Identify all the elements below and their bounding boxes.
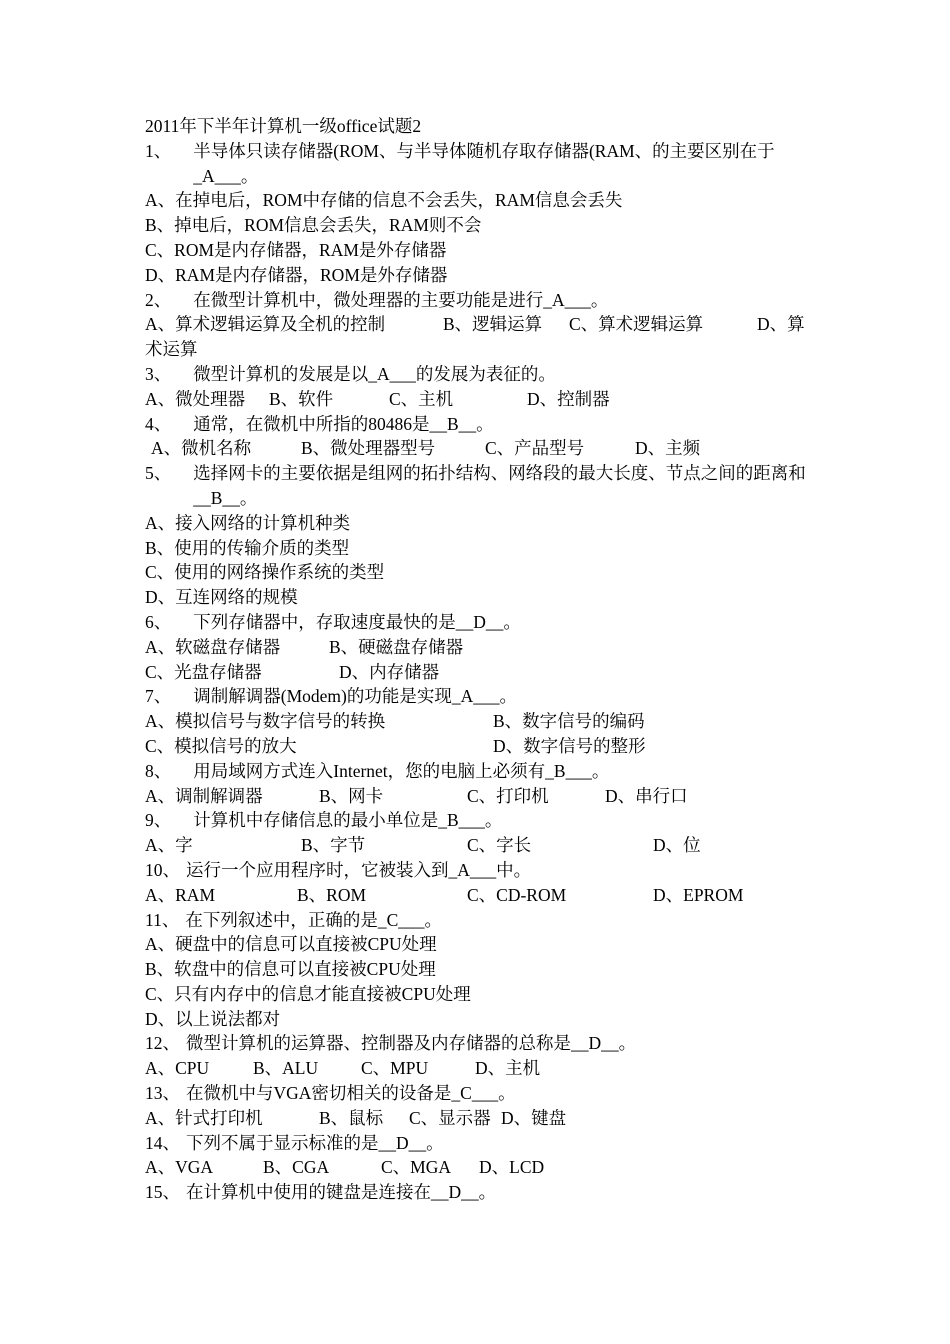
question-text: 在计算机中使用的键盘是连接在__D__。 <box>186 1182 497 1203</box>
question-text: 下列存储器中，存取速度最快的是__D__。 <box>193 611 521 632</box>
option-a: A、RAM <box>145 884 216 905</box>
option-c: C、打印机 <box>467 785 549 806</box>
option-c: C、模拟信号的放大 <box>145 735 297 756</box>
question-2 <box>145 288 815 313</box>
question-number: 15、 <box>145 1182 180 1203</box>
option-d: D、RAM是内存储器，ROM是外存储器 <box>145 264 448 285</box>
option-b: B、鼠标 <box>319 1107 384 1128</box>
option-b: B、ROM <box>297 884 367 905</box>
option-d: D、键盘 <box>501 1107 567 1128</box>
option-a: A、算术逻辑运算及全机的控制 <box>145 314 386 335</box>
options-row <box>145 312 815 337</box>
question-6 <box>145 610 815 635</box>
option-b: B、字节 <box>301 835 366 856</box>
question-text: 在微型计算机中，微处理器的主要功能是进行_A___。 <box>193 289 609 310</box>
option-c: C、字长 <box>467 835 532 856</box>
option-d: D、主频 <box>635 438 701 459</box>
option-a: A、调制解调器 <box>145 785 263 806</box>
option-c: C、光盘存储器 <box>145 661 262 682</box>
options-row <box>145 635 815 660</box>
question-text: 在下列叙述中，正确的是_C___。 <box>185 909 443 930</box>
question-number: 1、 <box>145 140 172 161</box>
option-c: C、显示器 <box>409 1107 491 1128</box>
question-13 <box>145 1081 815 1106</box>
option-a: A、微机名称 <box>151 438 252 459</box>
options-row <box>145 387 815 412</box>
option-a: A、在掉电后，ROM中存储的信息不会丢失，RAM信息会丢失 <box>145 190 623 211</box>
option-b: B、掉电后，ROM信息会丢失，RAM则不会 <box>145 215 482 236</box>
document-title: 2011年下半年计算机一级office试题2 <box>145 116 422 136</box>
options-row <box>145 1155 815 1180</box>
question-number: 9、 <box>145 810 172 831</box>
option-d: D、互连网络的规模 <box>145 587 298 608</box>
option-a: A、软磁盘存储器 <box>145 636 281 657</box>
question-10 <box>145 858 815 883</box>
question-number: 7、 <box>145 686 172 707</box>
option-c: C、MGA <box>381 1157 452 1178</box>
question-number: 4、 <box>145 413 172 434</box>
question-text: 通常，在微机中所指的80486是__B__。 <box>193 413 494 434</box>
option-a: A、字 <box>145 835 193 856</box>
question-text: 微型计算机的运算器、控制器及内存储器的总称是__D__。 <box>186 1033 637 1054</box>
option-b: B、使用的传输介质的类型 <box>145 537 350 558</box>
question-12 <box>145 1031 815 1056</box>
option-c: C、ROM是内存储器，RAM是外存储器 <box>145 239 447 260</box>
options-row <box>145 1056 815 1081</box>
question-11 <box>145 908 815 933</box>
question-9 <box>145 808 815 833</box>
option-d: D、以上说法都对 <box>145 1008 281 1029</box>
question-4 <box>145 412 815 437</box>
options-row <box>145 709 815 734</box>
question-number: 3、 <box>145 363 172 384</box>
options-row <box>145 784 815 809</box>
option-b: B、硬磁盘存储器 <box>329 636 464 657</box>
option-d: D、LCD <box>479 1157 545 1178</box>
option-a: A、针式打印机 <box>145 1107 263 1128</box>
option-d: D、主机 <box>475 1058 541 1079</box>
option-a: A、硬盘中的信息可以直接被CPU处理 <box>145 934 437 955</box>
option-a: A、接入网络的计算机种类 <box>145 512 351 533</box>
question-number: 14、 <box>145 1132 180 1153</box>
options-row <box>145 660 815 685</box>
option-d-end: 术运算 <box>145 339 198 360</box>
question-15 <box>145 1180 815 1205</box>
options-row <box>145 1106 815 1131</box>
option-a: A、微处理器 <box>145 388 246 409</box>
question-number: 12、 <box>145 1033 180 1054</box>
option-c: C、只有内存中的信息才能直接被CPU处理 <box>145 983 471 1004</box>
option-c: C、主机 <box>389 388 454 409</box>
option-b: B、软盘中的信息可以直接被CPU处理 <box>145 959 436 980</box>
option-d: D、数字信号的整形 <box>493 735 646 756</box>
option-d: D、控制器 <box>527 388 610 409</box>
option-d: D、串行口 <box>605 785 688 806</box>
option-b: B、软件 <box>269 388 334 409</box>
option-d-start: D、算 <box>757 314 805 335</box>
option-a: A、CPU <box>145 1058 210 1079</box>
question-text: 在微机中与VGA密切相关的设备是_C___。 <box>186 1083 516 1104</box>
question-7 <box>145 684 815 709</box>
option-d: D、位 <box>653 835 701 856</box>
option-b: B、网卡 <box>319 785 384 806</box>
question-number: 8、 <box>145 760 172 781</box>
option-c: C、产品型号 <box>485 438 585 459</box>
option-c: C、CD-ROM <box>467 884 567 905</box>
question-5 <box>145 461 815 511</box>
question-number: 13、 <box>145 1083 180 1104</box>
option-c: C、算术逻辑运算 <box>569 314 704 335</box>
question-3 <box>145 362 815 387</box>
options-row <box>145 734 815 759</box>
question-1 <box>145 139 815 189</box>
question-number: 2、 <box>145 289 172 310</box>
question-number: 5、 <box>145 463 172 484</box>
question-number: 6、 <box>145 611 172 632</box>
option-b: B、微处理器型号 <box>301 438 436 459</box>
option-c: C、使用的网络操作系统的类型 <box>145 562 385 583</box>
question-text: 选择网卡的主要依据是组网的拓扑结构、网络段的最大长度、节点之间的距离和__B__。 <box>193 463 806 508</box>
option-b: B、ALU <box>253 1058 319 1079</box>
question-text: 调制解调器(Modem)的功能是实现_A___。 <box>193 686 517 707</box>
question-text: 运行一个应用程序时，它被装入到_A___中。 <box>186 859 532 880</box>
question-14 <box>145 1131 815 1156</box>
question-text: 微型计算机的发展是以_A___的发展为表征的。 <box>193 363 556 384</box>
option-d: D、内存储器 <box>339 661 440 682</box>
question-text: 半导体只读存储器(ROM、与半导体随机存取存储器(RAM、的主要区别在于_A___。 <box>193 140 775 186</box>
question-text: 用局域网方式连入Internet，您的电脑上必须有_B___。 <box>193 760 610 781</box>
options-row <box>145 436 815 461</box>
question-text: 下列不属于显示标准的是__D__。 <box>186 1132 444 1153</box>
option-b: B、CGA <box>263 1157 330 1178</box>
question-number: 10、 <box>145 859 180 880</box>
options-row <box>145 883 815 908</box>
question-text: 计算机中存储信息的最小单位是_B___。 <box>193 810 503 831</box>
option-d: D、EPROM <box>653 884 744 905</box>
question-8 <box>145 759 815 784</box>
option-b: B、数字信号的编码 <box>493 711 645 732</box>
document-body <box>145 114 815 1205</box>
question-number: 11、 <box>145 909 180 930</box>
option-c: C、MPU <box>361 1058 429 1079</box>
option-b: B、逻辑运算 <box>443 314 543 335</box>
option-a: A、模拟信号与数字信号的转换 <box>145 711 386 732</box>
options-row <box>145 833 815 858</box>
option-a: A、VGA <box>145 1157 214 1178</box>
